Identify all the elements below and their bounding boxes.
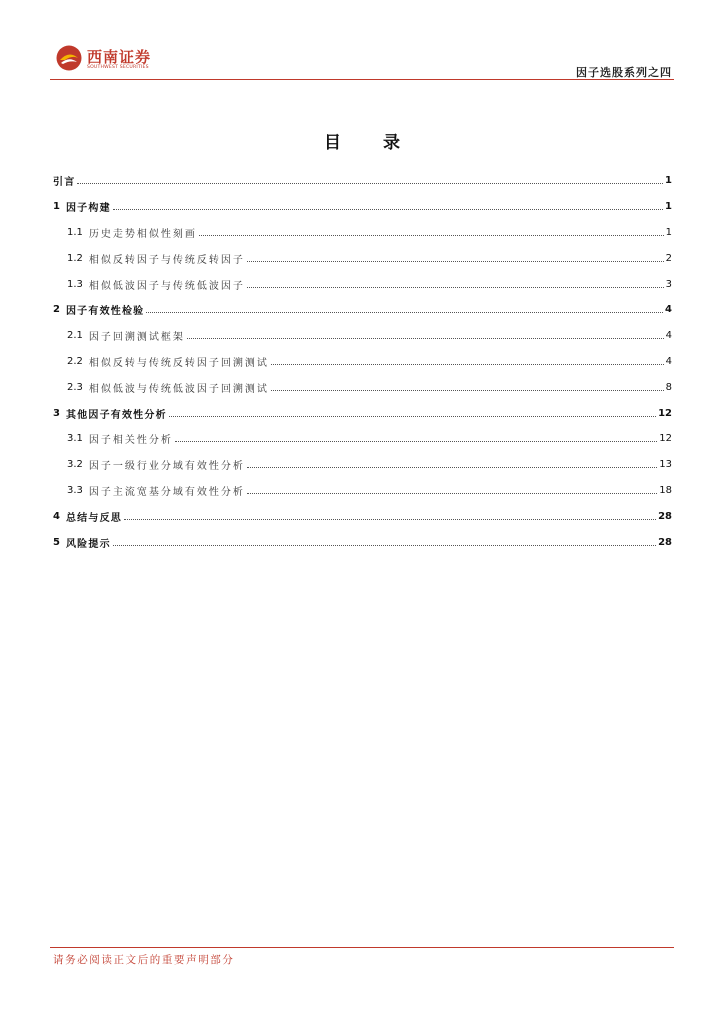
toc-entry[interactable] [53,349,672,375]
toc-dot-leader [247,261,664,262]
toc-dot-leader [187,338,664,339]
toc-dot-leader [247,467,657,468]
toc-entry-number: 3.3 [67,484,83,496]
toc-entry-number: 2.2 [67,355,83,367]
toc-dot-leader [169,416,656,417]
toc-entry-number: 2 [53,304,60,316]
toc-entry-label: 风险提示 [65,538,111,550]
toc-entry-label: 相似低波与传统低波因子回溯测试 [88,383,269,395]
toc-entry[interactable] [53,478,672,504]
toc-entry-label: 其他因子有效性分析 [65,409,167,421]
toc-entry-number: 3.1 [67,433,83,445]
toc-entry-label: 因子回溯测试框架 [88,332,185,344]
toc-dot-leader [113,209,663,210]
toc-entry-label: 相似低波因子与传统低波因子 [88,280,245,292]
brand-logo [56,45,166,73]
toc-entry-label: 因子主流宽基分域有效性分析 [88,486,245,498]
toc-entry-page: 8 [665,381,672,393]
toc-entry-label: 引言 [53,177,76,189]
toc-entry[interactable] [53,323,672,349]
toc-entry[interactable] [53,452,672,478]
toc-entry[interactable] [53,245,672,271]
toc-entry-page: 3 [665,278,672,290]
toc-dot-leader [271,390,664,391]
brand-name-cn: 西南证券 [87,48,152,66]
toc-dot-leader [271,364,664,365]
toc-dot-leader [247,493,657,494]
toc-dot-leader [199,235,664,236]
toc-entry-number: 3.2 [67,459,83,471]
toc-entry-page: 4 [665,330,672,342]
toc-entry-label: 因子相关性分析 [88,435,173,447]
toc-entry-label: 总结与反思 [65,512,122,524]
toc-entry-label: 相似反转与传统反转因子回溯测试 [88,357,269,369]
toc-entry[interactable] [53,271,672,297]
toc-heading: 目 录 [324,133,418,153]
brand-name-en: SOUTHWEST SECURITIES [87,65,149,70]
toc-entry-page: 1 [665,201,672,213]
toc-entry-number: 2.1 [67,330,83,342]
toc-entry[interactable] [53,297,672,323]
toc-entry[interactable] [53,503,672,529]
report-series-title: 因子选股系列之四 [576,66,672,79]
toc-dot-leader [175,441,657,442]
toc-entry-number: 1.3 [67,278,83,290]
toc-entry-number: 1.1 [67,226,83,238]
toc-dot-leader [146,312,663,313]
toc-entry-page: 2 [665,252,672,264]
toc-entry-page: 4 [665,355,672,367]
toc-dot-leader [124,519,656,520]
toc-entry-number: 1.2 [67,252,83,264]
toc-entry[interactable] [53,426,672,452]
toc-entry-page: 12 [658,407,672,419]
brand-logo-icon [56,45,82,71]
toc-entry-number: 5 [53,536,60,548]
toc-entry-page: 28 [658,536,672,548]
toc-dot-leader [247,287,664,288]
toc-entry-label: 相似反转因子与传统反转因子 [88,254,245,266]
toc-entry-number: 4 [53,510,60,522]
toc-entry-number: 3 [53,407,60,419]
footer-divider [50,947,674,948]
toc-entry[interactable] [53,220,672,246]
toc-entry[interactable] [53,529,672,555]
table-of-contents [53,168,672,555]
toc-entry-page: 18 [659,484,672,496]
footer-disclaimer: 请务必阅读正文后的重要声明部分 [53,954,235,966]
toc-dot-leader [77,183,663,184]
toc-entry-number: 1 [53,201,60,213]
toc-entry-number: 2.3 [67,381,83,393]
header-divider [50,79,674,80]
toc-entry-page: 4 [665,304,672,316]
toc-entry[interactable] [53,374,672,400]
toc-entry[interactable] [53,194,672,220]
toc-entry-label: 历史走势相似性刻画 [88,228,197,240]
toc-entry-label: 因子一级行业分域有效性分析 [88,461,245,473]
toc-entry-page: 1 [665,226,672,238]
toc-entry-label: 因子构建 [65,203,111,215]
toc-entry-page: 13 [659,459,672,471]
toc-entry-label: 因子有效性检验 [65,306,145,318]
toc-entry-page: 1 [665,175,672,187]
toc-dot-leader [113,545,656,546]
toc-entry-page: 12 [659,433,672,445]
toc-entry-page: 28 [658,510,672,522]
toc-entry[interactable] [53,400,672,426]
toc-entry[interactable] [53,168,672,194]
